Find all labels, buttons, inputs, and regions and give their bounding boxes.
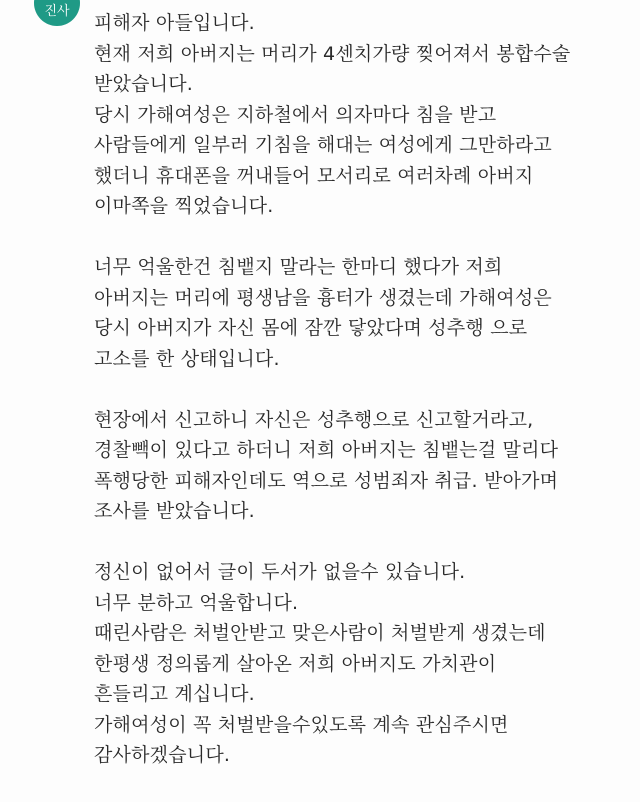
paragraph-2	[94, 252, 624, 374]
paragraph-gap	[94, 374, 624, 405]
text-line: 당시 아버지가 자신 몸에 잠깐 닿았다며 성추행 으로	[94, 317, 528, 339]
text-line: 당시 가해여성은 지하철에서 의자마다 침을 받고	[94, 103, 497, 126]
text-line: 폭행당한 피해자인데도 역으로 성범죄자 취급. 받아가며	[94, 469, 559, 492]
text-line: 아버지는 머리에 평생남을 흉터가 생겼는데 가해여성은	[94, 286, 552, 309]
paragraph-4	[94, 557, 624, 771]
text-line: 가해여성이 꼭 처벌받을수있도록 계속 관심주시면	[94, 713, 509, 736]
text-line: 너무 분하고 억울합니다.	[94, 591, 299, 614]
post-body	[94, 8, 624, 771]
text-line: 너무 억울한건 침뱉지 말라는 한마디 했다가 저희	[94, 256, 503, 278]
avatar-label: 진사	[44, 4, 70, 19]
text-line: 조사를 받았습니다.	[94, 500, 255, 522]
paragraph-3	[94, 405, 624, 527]
paragraph-1	[94, 8, 624, 222]
paragraph-gap	[94, 527, 624, 558]
text-line: 현재 저희 아버지는 머리가 4센치가량 찢어져서 봉합수술	[94, 42, 571, 65]
text-line: 감사하겠습니다.	[94, 744, 231, 766]
text-line: 흔들리고 계십니다.	[94, 683, 255, 705]
text-line: 때린사람은 처벌안받고 맞은사람이 처벌받게 생겼는데	[94, 622, 546, 644]
text-line: 이마쪽을 찍었습니다.	[94, 195, 274, 217]
text-line: 경찰빽이 있다고 하더니 저희 아버지는 침뱉는걸 말리다	[94, 439, 559, 461]
text-line: 정신이 없어서 글이 두서가 없을수 있습니다.	[94, 561, 466, 583]
text-line: 받았습니다.	[94, 73, 194, 95]
paragraph-gap	[94, 222, 624, 253]
text-line: 한평생 정의롭게 살아온 저희 아버지도 가치관이	[94, 652, 497, 675]
text-line: 했더니 휴대폰을 꺼내들어 모서리로 여러차례 아버지	[94, 164, 534, 187]
avatar[interactable]	[34, 0, 80, 26]
text-line: 고소를 한 상태입니다.	[94, 347, 280, 370]
text-line: 피해자 아들입니다.	[94, 12, 255, 34]
text-line: 현장에서 신고하니 자신은 성추행으로 신고할거라고,	[94, 408, 534, 431]
text-line: 사람들에게 일부러 기침을 해대는 여성에게 그만하라고	[94, 134, 552, 156]
